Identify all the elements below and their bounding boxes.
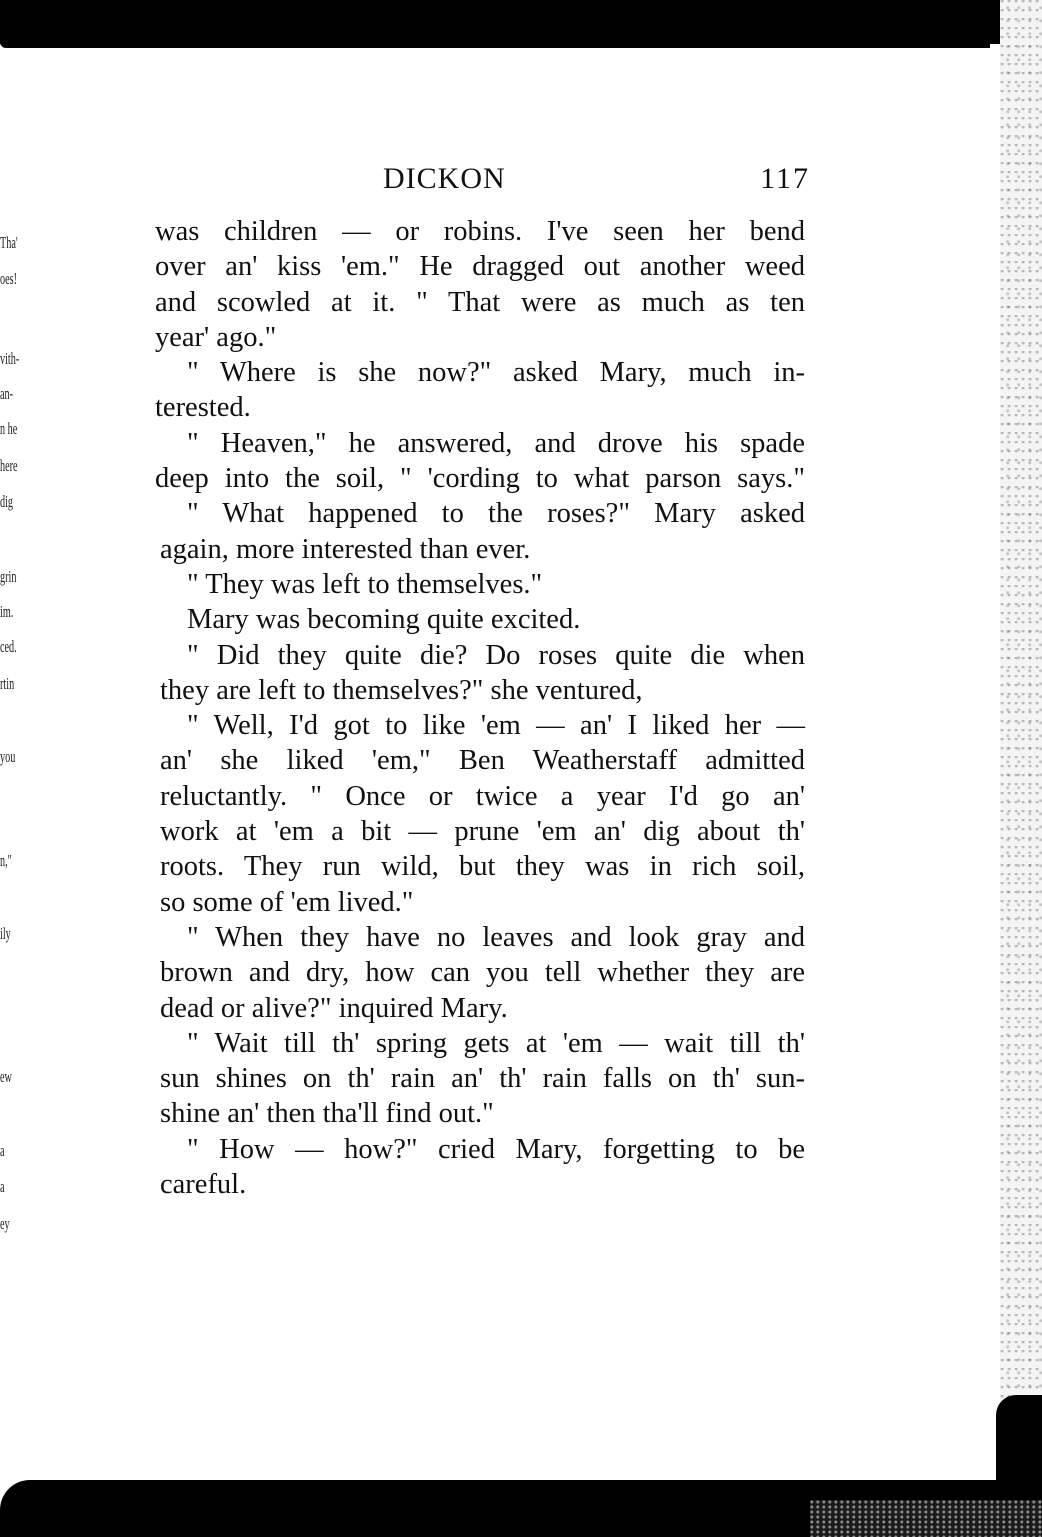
text-line: " How — how?" cried Mary, forgetting to be: [187, 1133, 805, 1165]
text-line: shine an' then tha'll find out.": [160, 1098, 494, 1130]
text-line: deep into the soil, " 'cording to what parson says.": [155, 463, 805, 495]
text-line: over an' kiss 'em." He dragged out another weed: [155, 251, 805, 283]
margin-fragment: Tha': [0, 233, 18, 252]
page-body: [155, 214, 805, 1202]
text-line: year' ago.": [155, 321, 277, 353]
margin-fragment: n he: [0, 419, 18, 438]
text-line: " Well, I'd got to like 'em — an' I liked her —: [187, 710, 805, 742]
text-line: " Did they quite die? Do roses quite die when: [187, 639, 805, 671]
margin-fragment: a: [0, 1177, 5, 1196]
text-line: sun shines on th' rain an' th' rain falls on th' sun-: [160, 1063, 805, 1095]
margin-fragment: dig: [0, 492, 14, 511]
text-line: brown and dry, how can you tell whether they are: [160, 957, 805, 989]
text-line: roots. They run wild, but they was in rich soil,: [160, 851, 805, 883]
margin-fragment: n,": [0, 851, 12, 870]
chapter-title: DICKON: [383, 162, 506, 195]
scan-noise-bottom: [810, 1500, 1042, 1537]
text-line: " When they have no leaves and look gray and: [187, 921, 805, 953]
text-line: Mary was becoming quite excited.: [187, 604, 581, 636]
margin-fragment: oes!: [0, 269, 17, 288]
text-line: " They was left to themselves.": [187, 568, 543, 600]
text-line: again, more interested than ever.: [160, 533, 531, 565]
margin-fragment: grin: [0, 567, 17, 586]
margin-fragment: ily: [0, 924, 11, 943]
margin-fragment: you: [0, 747, 16, 766]
scan-shadow-right: [1000, 0, 1042, 1537]
margin-fragment: ced.: [0, 637, 17, 656]
margin-fragment: ew: [0, 1067, 12, 1086]
text-line: dead or alive?" inquired Mary.: [160, 992, 508, 1024]
scan-shadow-top: [0, 0, 1005, 44]
margin-fragment: an-: [0, 384, 14, 403]
text-line: work at 'em a bit — prune 'em an' dig about th': [160, 816, 805, 848]
text-line: " Heaven," he answered, and drove his spade: [187, 427, 805, 459]
text-line: was children — or robins. I've seen her bend: [155, 216, 805, 247]
margin-fragment: ey: [0, 1214, 10, 1233]
text-line: " Wait till th' spring gets at 'em — wait till th': [187, 1027, 805, 1059]
text-line: so some of 'em lived.": [160, 886, 414, 918]
margin-fragment: vith-: [0, 349, 20, 368]
margin-fragment: a: [0, 1141, 5, 1160]
page-number: 117: [760, 162, 810, 195]
text-line: terested.: [155, 392, 251, 424]
text-line: an' she liked 'em," Ben Weatherstaff admitted: [160, 745, 805, 777]
scan-shadow-right-corner: [996, 1395, 1042, 1485]
text-line: they are left to themselves?" she ventured,: [160, 674, 643, 706]
margin-fragment: here: [0, 456, 18, 475]
scan-shadow-top-edge: [0, 40, 990, 48]
text-line: and scowled at it. " That were as much as ten: [155, 286, 805, 318]
running-head: [150, 162, 810, 202]
text-line: " What happened to the roses?" Mary asked: [187, 498, 805, 530]
margin-fragment: rtin: [0, 674, 15, 693]
margin-fragment: im.: [0, 602, 14, 621]
text-line: careful.: [160, 1169, 247, 1201]
text-line: reluctantly. " Once or twice a year I'd go an': [160, 780, 805, 812]
text-line: " Where is she now?" asked Mary, much in-: [187, 357, 805, 389]
